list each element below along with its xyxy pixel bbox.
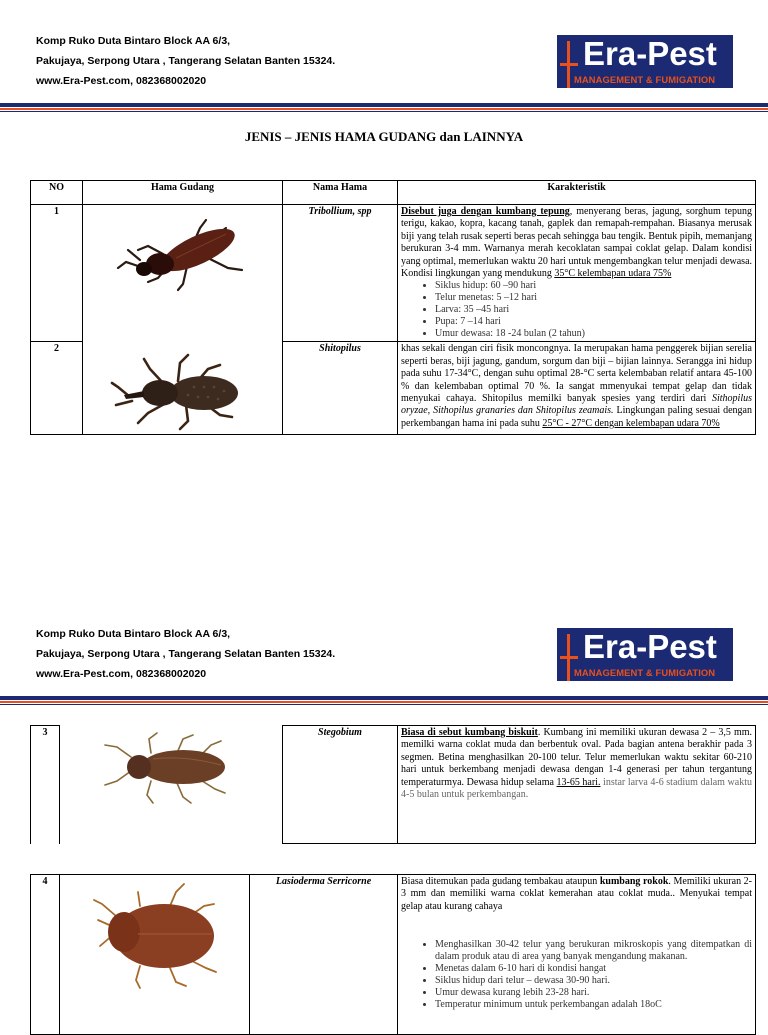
col-image: Hama Gudang	[83, 181, 283, 205]
pest-desc-underline: 25°C - 27°C dengan kelembapan udara 70%	[542, 417, 720, 429]
logo-subtitle: MANAGEMENT & FUMIGATION	[574, 74, 716, 85]
header-divider	[0, 696, 768, 700]
logo-subtitle: MANAGEMENT & FUMIGATION	[574, 667, 716, 678]
col-characteristics: Karakteristik	[398, 181, 756, 205]
address-line-2: Pakujaya, Serpong Utara , Tangerang Selatan Banten 15324.	[36, 648, 336, 660]
address-line-1: Komp Ruko Duta Bintaro Block AA 6/3,	[36, 628, 231, 640]
table-row	[31, 726, 756, 844]
lifecycle-list	[401, 280, 752, 340]
cigarette-beetle-icon	[80, 876, 230, 1021]
contact-line: www.Era-Pest.com, 082368002020	[36, 668, 207, 680]
pest-desc-bold: Biasa di sebut kumbang biskuit	[401, 727, 538, 738]
lifecycle-list	[401, 939, 752, 1011]
col-name: Nama Hama	[283, 181, 398, 205]
table-row	[31, 342, 756, 435]
list-item: • Menghasilkan 30-42 telur yang berukuran mikroskopis yang ditempatkan di dalam produk atau di area yang banyak mengandung makanan.	[435, 939, 752, 963]
contact-line: www.Era-Pest.com, 082368002020	[36, 75, 207, 87]
pest-desc-bold: kumbang rokok	[599, 876, 669, 887]
list-item: • Pupa: 7 –14 hari	[435, 316, 752, 328]
pest-image-cell	[83, 342, 283, 435]
list-item: • Menetas dalam 6-10 hari di kondisi hangat	[435, 963, 752, 975]
header-divider-accent	[0, 108, 768, 110]
list-item: • Umur dewasa kurang lebih 23-28 hari.	[435, 987, 752, 999]
pest-desc-underline: 35°C kelembapan udara 75%	[554, 268, 672, 280]
pest-image-cell	[83, 205, 283, 342]
weevil-beetle-icon	[108, 343, 258, 433]
pest-characteristics	[398, 342, 756, 435]
list-item: • Telur menetas: 5 –12 hari	[435, 292, 752, 304]
table-row	[31, 875, 756, 1035]
pest-characteristics	[398, 205, 756, 342]
pest-desc: . Kumbang ini memiliki ukuran dewasa 2 – 3,5 mm. memilki warna coklat muda dan berbentuk oval. Pada bagian antena berakhir pada 3 segmen. Betina menghasilkan 20-100 telur. Telur memerlukan waktu sekitar 60-210 hari untuk berkembang menjadi dewasa dengan 1-4 generasi per tahun tergantung temperaturmya. Dewasa hidup selama	[401, 727, 752, 788]
col-no: NO	[31, 181, 83, 205]
table-row	[31, 205, 756, 342]
list-item: • Larva: 35 –45 hari	[435, 304, 752, 316]
logo-text: Era-Pest	[583, 35, 717, 72]
pest-name: Stegobium	[283, 726, 398, 844]
pest-desc-2: . Memiliki ukuran 2-3 mm dan memiliki warna coklat kemerahan atau coklat muda.. Menyukai tempat gelap atau kurang cahaya	[401, 876, 752, 912]
pest-species: Sithopilus oryzae, Sithopilus granaries dan Shitopilus zeamais.	[401, 393, 752, 417]
biscuit-beetle-icon	[91, 727, 251, 807]
pest-image-cell	[60, 875, 250, 1035]
list-item: • Temperatur minimum untuk perkembangan adalah 18oC	[435, 999, 752, 1011]
table-header-row	[31, 181, 756, 205]
address-line-1: Komp Ruko Duta Bintaro Block AA 6/3,	[36, 35, 231, 47]
row-number: 1	[31, 205, 83, 342]
header-divider	[0, 103, 768, 107]
list-item: • Siklus hidup: 60 –90 hari	[435, 280, 752, 292]
era-pest-logo	[557, 628, 733, 681]
list-item: • Siklus hidup dari telur – dewasa 30-90 hari.	[435, 975, 752, 987]
pest-characteristics	[398, 726, 756, 844]
pest-name: Lasioderma Serricorne	[250, 875, 398, 1035]
list-item: • Umur dewasa: 18 -24 bulan (2 tahun)	[435, 328, 752, 340]
pest-desc-bold: Disebut juga dengan kumbang tepung	[401, 206, 570, 217]
pest-desc: khas sekali dengan ciri fisik moncongnya. Ia merupakan hama penggerek bijian serelia seperti beras, biji jagung, gandum, sorgum dan biji – bijian lainnya. Serangga ini hidup pada suhu 17-34°C, dengan suhu optimal 28-°C serta kelembaban relatif antara 45-100 % dan kelembaban optimal 70 %. Ia sangat mmenyukai tempat gelap dan tidak menyukai cahaya. Shitopilus memilki banyak spesies yang terdiri dari	[401, 343, 752, 405]
pest-desc-2: Lingkungan paling sesuai dengan perkembangan hama ini pada suhu	[401, 405, 752, 429]
pest-desc-extra: instar larva 4-6 stadium dalam waktu 4-5 bulan untuk perkembangan.	[401, 776, 752, 801]
pest-name: Shitopilus	[283, 342, 398, 435]
pest-image-cell	[60, 726, 283, 844]
header-divider-accent	[0, 701, 768, 703]
row-number: 2	[31, 342, 83, 435]
document-title: JENIS – JENIS HAMA GUDANG dan LAINNYA	[244, 129, 524, 144]
pest-desc-underline: 13-65 hari.	[556, 776, 601, 788]
pest-name: Tribollium, spp	[283, 205, 398, 342]
pest-table-continued	[30, 725, 756, 844]
address-line-2: Pakujaya, Serpong Utara , Tangerang Selatan Banten 15324.	[36, 55, 336, 67]
row-number: 3	[31, 726, 60, 844]
row-number: 4	[31, 875, 60, 1035]
logo-text: Era-Pest	[583, 628, 717, 665]
pest-table-row-4	[30, 874, 756, 1035]
era-pest-logo	[557, 35, 733, 88]
pest-desc: , menyerang beras, jagung, sorghum tepung terigu, kakao, kopra, kacang tanah, gaplek dan remapah-rempahan. Biasanya merusak biji yang telah rusak seperti beras pecah sehingga bau tengik. Bentuk pipih, memanjang berukuran 3-4 mm. Warnanya merah kecoklatan sampai coklat gelap. Dalam kondisi yang optimal, memerlukan waktu 20 hari untuk mengembangkan telur menjadi dewasa. Kondisi lingkungan yang mendukung	[401, 206, 753, 280]
pest-characteristics	[398, 875, 756, 1035]
tribolium-beetle-icon	[108, 206, 258, 296]
pest-table	[30, 180, 756, 435]
pest-desc: Biasa ditemukan pada gudang tembakau ataupun	[401, 876, 600, 887]
